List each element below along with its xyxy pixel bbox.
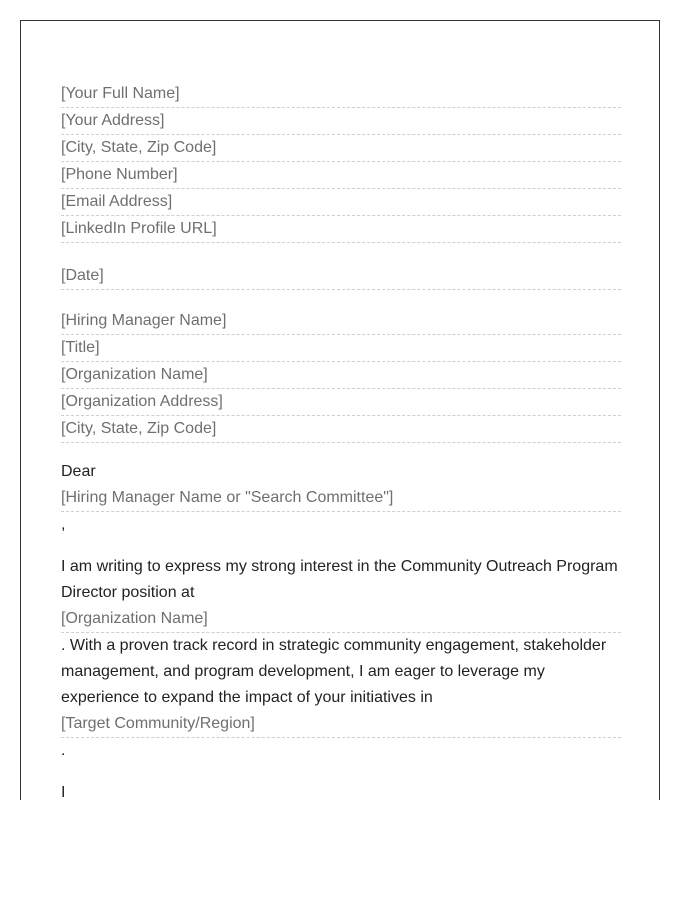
sender-full-name-field[interactable]: [Your Full Name] (61, 81, 621, 108)
letter-content (61, 81, 621, 800)
paragraph-1-period: . (61, 742, 66, 759)
sender-city-state-zip-field[interactable]: [City, State, Zip Code] (61, 135, 621, 162)
paragraph-1-text-middle: . With a proven track record in strategic community engagement, stakeholder management, and program development, I am eager to leverage my experience to expand the impact of your initiatives in (61, 637, 607, 706)
paragraph-1-region-field[interactable]: [Target Community/Region] (61, 711, 621, 738)
salutation-dear: Dear (61, 463, 96, 480)
spacer (61, 290, 621, 308)
body-paragraph-2-partial: I (61, 784, 66, 800)
salutation-comma: , (61, 516, 66, 533)
recipient-title-field[interactable]: [Title] (61, 335, 621, 362)
recipient-organization-field[interactable]: [Organization Name] (61, 362, 621, 389)
salutation-name-field[interactable]: [Hiring Manager Name or "Search Committee"] (61, 485, 621, 512)
sender-phone-field[interactable]: [Phone Number] (61, 162, 621, 189)
spacer (61, 764, 621, 780)
date-field[interactable]: [Date] (61, 263, 621, 290)
spacer (61, 538, 621, 554)
sender-address-field[interactable]: [Your Address] (61, 108, 621, 135)
paragraph-1-organization-field[interactable]: [Organization Name] (61, 606, 621, 633)
sender-email-field[interactable]: [Email Address] (61, 189, 621, 216)
letter-page (20, 20, 660, 800)
spacer (61, 443, 621, 459)
recipient-city-state-zip-field[interactable]: [City, State, Zip Code] (61, 416, 621, 443)
sender-linkedin-field[interactable]: [LinkedIn Profile URL] (61, 216, 621, 243)
recipient-organization-address-field[interactable]: [Organization Address] (61, 389, 621, 416)
recipient-name-field[interactable]: [Hiring Manager Name] (61, 308, 621, 335)
body-paragraph-1 (61, 554, 621, 764)
paragraph-1-text-start: I am writing to express my strong interest in the Community Outreach Program Director position at (61, 558, 618, 601)
spacer (61, 243, 621, 263)
